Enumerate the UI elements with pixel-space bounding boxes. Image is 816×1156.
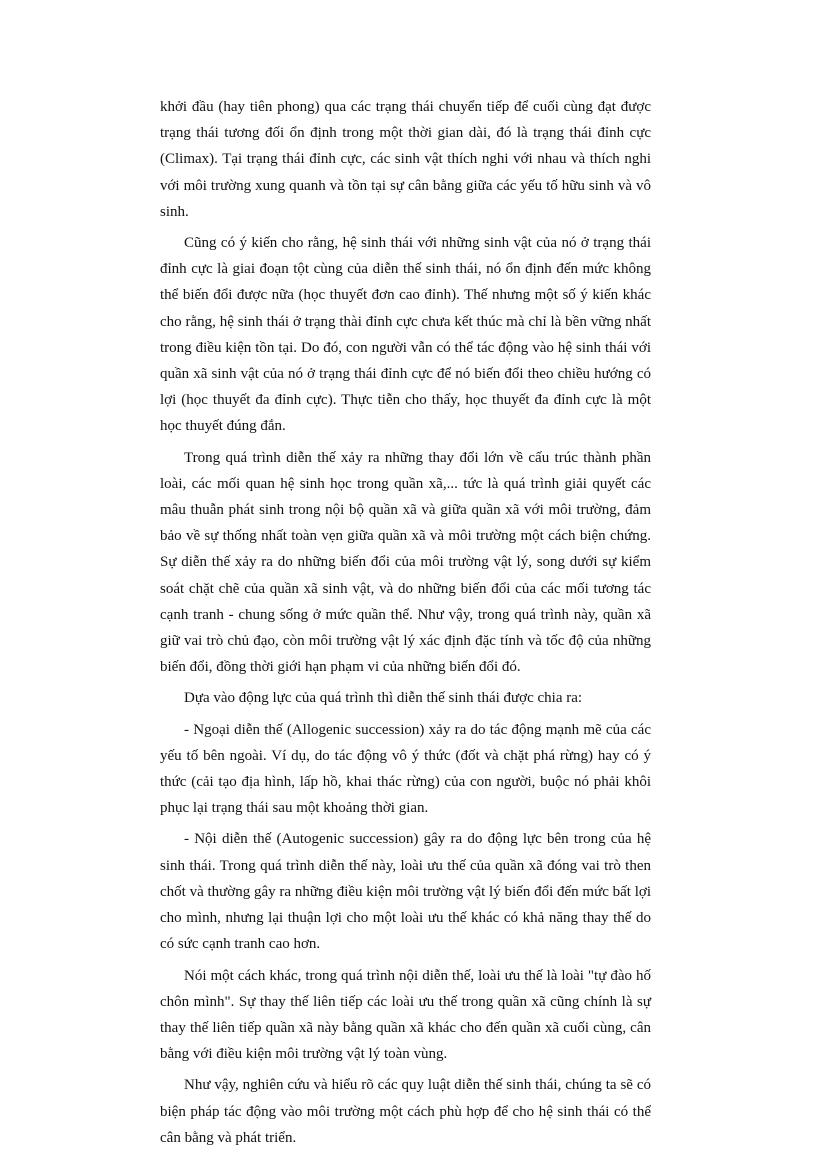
paragraph-6: - Nội diễn thế (Autogenic succession) gây ra do động lực bên trong của hệ sinh thái. Trong quá trình diễn thế này, loài ưu thế của quần xã đóng vai trò then chốt và thường gây ra những điều kiện môi trường vật lý biến đổi đến mức bất lợi cho mình, nhưng lại thuận lợi cho một loài ưu thế khác có khả năng thay thế do có sức cạnh tranh cao hơn. <box>160 831 651 953</box>
paragraph-5: - Ngoại diễn thế (Allogenic succession) xảy ra do tác động mạnh mẽ của các yếu tố bên ngoài. Ví dụ, do tác động vô ý thức (đốt và chặt phá rừng) hay có ý thức (cải tạo địa hình, lấp hồ, khai thác rừng) của con người, buộc nó phải khôi phục lại trạng thái sau một khoảng thời gian. <box>160 721 651 817</box>
paragraph-2: Cũng có ý kiến cho rằng, hệ sinh thái với những sinh vật của nó ở trạng thái đỉnh cực là giai đoạn tột cùng của diễn thế sinh thái, nó ổn định đến mức không thể biến đổi được nữa (học thuyết đơn cao đỉnh). Thế nhưng một số ý kiến khác cho rằng, hệ sinh thái ở trạng thài đỉnh cực chưa kết thúc mà chỉ là bền vững nhất trong điều kiện tồn tại. Do đó, con người vẫn có thể tác động vào hệ sinh thái với quần xã sinh vật của nó ở trạng thái đỉnh cực để nó biến đổi theo chiều hướng có lợi (học thuyết đa đỉnh cực). Thực tiễn cho thấy, học thuyết đa đỉnh cực là một học thuyết đúng đắn. <box>160 235 651 435</box>
paragraph-8: Như vậy, nghiên cứu và hiểu rõ các quy luật diễn thế sinh thái, chúng ta sẽ có biện pháp tác động vào môi trường một cách phù hợp để cho hệ sinh thái có thể cân bằng và phát triển. <box>160 1077 651 1146</box>
paragraph-7: Nói một cách khác, trong quá trình nội diễn thế, loài ưu thế là loài "tự đào hố chôn mình". Sự thay thế liên tiếp các loài ưu thế trong quần xã cũng chính là sự thay thế liên tiếp quần xã này bằng quần xã khác cho đến quần xã cuối cùng, cân bằng với điều kiện môi trường vật lý toàn vùng. <box>160 967 651 1063</box>
paragraph-3: Trong quá trình diễn thế xảy ra những thay đổi lớn về cấu trúc thành phần loài, các mối quan hệ sinh học trong quần xã,... tức là quá trình giải quyết các mâu thuẫn phát sinh trong nội bộ quần xã và giữa quần xã với môi trường, đảm bảo về sự thống nhất toàn vẹn giữa quần xã và môi trường một cách biện chứng. Sự diễn thế xảy ra do những biến đổi của môi trường vật lý, song dưới sự kiểm soát chặt chẽ của quần xã sinh vật, và do những biến đổi của các mối tương tác cạnh tranh - chung sống ở mức quần thể. Như vậy, trong quá trình này, quần xã giữ vai trò chủ đạo, còn môi trường vật lý xác định đặc tính và tốc độ của những biến đổi, đồng thời giới hạn phạm vi của những biến đổi đó. <box>160 449 651 676</box>
document-page <box>160 94 651 1156</box>
paragraph-1: khởi đầu (hay tiên phong) qua các trạng thái chuyển tiếp để cuối cùng đạt được trạng thái tương đối ổn định trong một thời gian dài, đó là trạng thái đỉnh cực (Climax). Tại trạng thái đỉnh cực, các sinh vật thích nghi với nhau và thích nghi với môi trường xung quanh và tồn tại sự cân bằng giữa các yếu tố hữu sinh và vô sinh. <box>160 99 651 220</box>
paragraph-4: Dựa vào động lực của quá trình thì diễn thế sinh thái được chia ra: <box>184 690 583 707</box>
